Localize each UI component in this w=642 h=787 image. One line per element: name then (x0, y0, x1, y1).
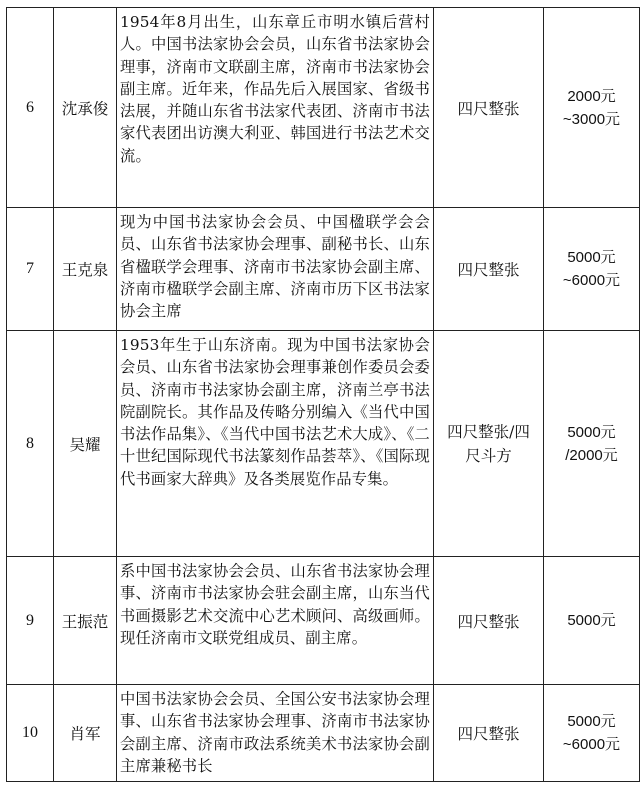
artist-bio: 现为中国书法家协会会员、中国楹联学会会员、山东省书法家协会理事、副秘书长、山东省楹联学会理事、济南市书法家协会副主席、济南市楹联学会副主席、济南市历下区书法家协会主席 (120, 213, 430, 321)
table-row (7, 557, 640, 685)
artist-bio-cell (117, 208, 434, 331)
price-cell (544, 8, 640, 208)
artist-bio-cell (117, 685, 434, 782)
artist-name: 沈承俊 (54, 8, 117, 208)
price-line: ~6000元 (562, 272, 621, 289)
price-line: ~6000元 (562, 736, 621, 753)
artist-name: 王振范 (54, 557, 117, 685)
artist-bio-cell (117, 8, 434, 208)
artist-name: 王克泉 (54, 208, 117, 331)
price-line: 2000元 (567, 87, 616, 105)
price-line: 5000元 (567, 423, 616, 441)
price-cell (544, 208, 640, 331)
price-line: /2000元 (565, 446, 618, 464)
paper-size: 四尺整张 (434, 557, 544, 685)
artist-name: 肖军 (54, 685, 117, 782)
table-row (7, 8, 640, 208)
paper-size: 四尺整张 (434, 8, 544, 208)
paper-size-cell (434, 331, 544, 557)
price-line: 5000元 (567, 249, 616, 266)
artist-bio: 1954年8月出生，山东章丘市明水镇后营村人。中国书法家协会会员，山东省书法家协会理事，济南市文联副主席，济南市书法家协会副主席。近年来，作品先后入展国家、省级书法展，并随山东省书法家代表团、济南市书法家代表团出访澳大利亚、韩国进行书法艺术交流。 (120, 13, 430, 165)
price-cell (544, 685, 640, 782)
row-number: 9 (7, 557, 54, 685)
artist-name: 吴耀 (54, 331, 117, 557)
artist-bio-cell (117, 557, 434, 685)
row-number: 7 (7, 208, 54, 331)
row-number: 8 (7, 331, 54, 557)
price-cell (544, 331, 640, 557)
artist-bio: 系中国书法家协会会员、山东省书法家协会理事、济南市书法家协会驻会副主席，山东当代书画摄影艺术交流中心艺术顾问、高级画师。现任济南市文联党组成员、副主席。 (120, 562, 430, 647)
paper-size-line: 四尺整张/四 (447, 422, 530, 441)
artist-bio: 1953年生于山东济南。现为中国书法家协会会员、山东省书法家协会理事兼创作委员会委员、济南市书法家协会副主席，济南兰亭书法院副院长。其作品及传略分别编入《当代中国书法作品集》、《当代中国书法艺术大成》、《二十世纪国际现代书法篆刻作品荟萃》、《国际现代书画家大辞典》及各类展览作品专集。 (120, 336, 430, 488)
price-line: 5000元 (567, 612, 616, 629)
price-line: ~3000元 (562, 110, 621, 128)
table-row (7, 208, 640, 331)
artist-bio: 中国书法家协会会员、全国公安书法家协会理事、山东省书法家协会理事、济南市书法家协会副主席、济南市政法系统美术书法家协会副主席兼秘书长 (120, 690, 430, 775)
price-line: 5000元 (567, 713, 616, 730)
artist-bio-cell (117, 331, 434, 557)
paper-size: 四尺整张 (434, 685, 544, 782)
table-row (7, 685, 640, 782)
price-cell (544, 557, 640, 685)
paper-size: 四尺整张 (434, 208, 544, 331)
table-row (7, 331, 640, 557)
row-number: 6 (7, 8, 54, 208)
paper-size-line: 尺斗方 (465, 446, 512, 465)
artist-price-table (6, 7, 640, 782)
row-number: 10 (7, 685, 54, 782)
